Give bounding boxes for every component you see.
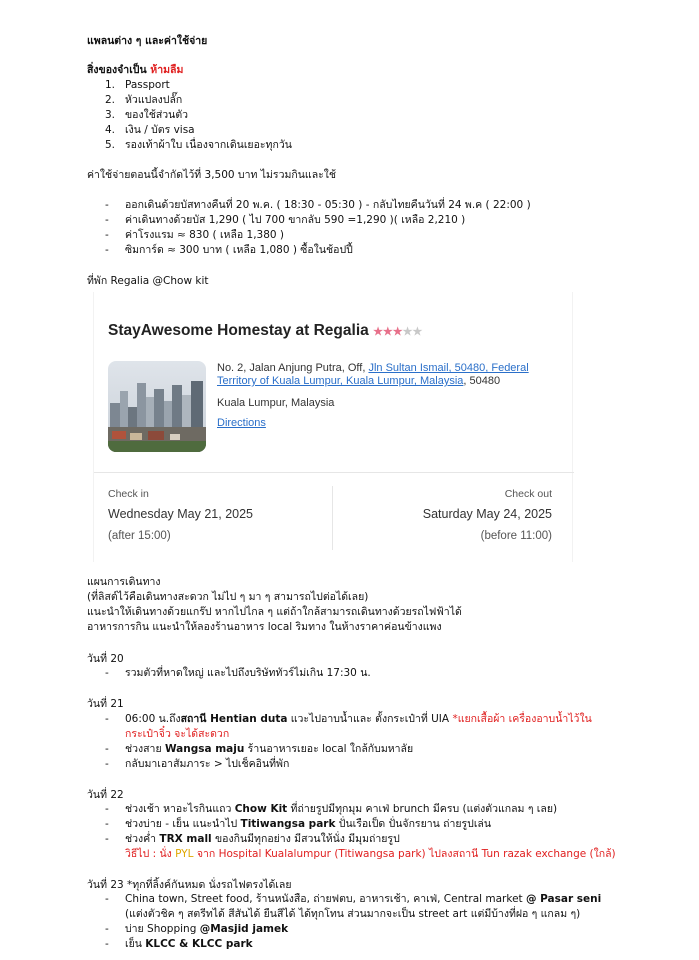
page-title: แพลนต่าง ๆ และค่าใช้จ่าย <box>87 35 208 47</box>
bullet-dash: - <box>105 743 109 755</box>
checkout-label: Check out <box>504 488 552 500</box>
divider-vertical <box>332 486 333 550</box>
text: ช่วงสาย <box>125 743 165 755</box>
hotel-name: StayAwesome Homestay at Regalia <box>108 322 369 339</box>
city-skyline-image <box>108 361 206 452</box>
plan-line: แนะนำให้เดินทางด้วยแกร๊ป หากไปไกล ๆ แต่ถ้าใกล้สามารถเดินทางด้วยรถไฟฟ้าได้ <box>87 606 462 618</box>
note-red: *แยกเสื้อผ้า เครื่องอาบน้ำไว้ใน <box>452 713 592 725</box>
day21-item-1 <box>125 712 592 726</box>
place-name: สถานี Hentian duta <box>180 713 288 725</box>
plan-line: (ที่ลิสต์ไว้คือเดินทางสะดวก ไม่ไป ๆ มา ๆ สามารถไปต่อได้เลย) <box>87 591 369 603</box>
address-text: No. 2, Jalan Anjung Putra, Off, <box>217 362 369 374</box>
day22-item-3 <box>125 832 400 846</box>
bullet-dash: - <box>105 893 109 905</box>
list-num: 4. <box>105 124 116 136</box>
note-red: กระเป๋าจิ๋ว จะได้สะดวก <box>125 728 230 740</box>
text: ที่ถ่ายรูปมีทุกมุม คาเฟ่ brunch มีครบ (แต่งตัวแกลม ๆ เลย) <box>287 803 558 815</box>
bullet-dash: - <box>105 938 109 950</box>
place-name: @ Pasar seni <box>525 893 602 905</box>
day21-item-2 <box>125 742 413 756</box>
star-filled-icon: ★★★ <box>373 326 403 338</box>
plan-heading: แผนการเดินทาง <box>87 576 161 588</box>
day20-heading: วันที่ 20 <box>87 653 124 665</box>
day23-item-3 <box>125 937 253 951</box>
place-name: Wangsa maju <box>164 743 245 755</box>
place-name: @Masjid jamek <box>199 923 289 935</box>
checkin-label: Check in <box>108 488 149 500</box>
day22-item-1 <box>125 802 557 816</box>
text: ช่วงค่ำ <box>125 833 160 845</box>
day23-item-1 <box>125 892 601 906</box>
text: ช่วงบ่าย - เย็น แนะนำไป <box>125 818 241 830</box>
list-num: 5. <box>105 139 116 151</box>
bullet-dash: - <box>105 667 109 679</box>
address-link[interactable]: Jln Sultan Ismail, 50480, Federal Territory of Kuala Lumpur, Kuala Lumpur, Malaysia <box>217 362 529 387</box>
day23-item-2 <box>125 922 288 936</box>
bullet-dash: - <box>105 199 109 211</box>
budget-item: ซิมการ์ด ≈ 300 บาท ( เหลือ 1,080 ) ซื้อในช้อปปี้ <box>125 244 353 256</box>
day21-item-3: กลับมาเอาสัมภาระ > ไปเช็คอินที่พัก <box>125 758 290 770</box>
hotel-card <box>93 292 573 562</box>
hotel-photo <box>108 361 206 452</box>
list-item-text: Passport <box>125 79 170 91</box>
list-num: 2. <box>105 94 116 106</box>
star-empty-icon: ★★ <box>402 326 423 338</box>
text: ของกินมีทุกอย่าง มีสวนให้นั่ง มีมุมถ่ายรูป <box>211 833 400 845</box>
stay-line: ที่พัก Regalia @Chow kit <box>87 275 209 287</box>
text: บ่าย Shopping <box>125 923 200 935</box>
day23-item-1-cont: (แต่งตัวชิค ๆ สตรีทได้ สีสันได้ ยืนสีได้ ได้ทุกโทน ส่วนมากจะเป็น street art แต่มีบ้างที่ฝอ ๆ แกลม ๆ) <box>125 908 581 920</box>
text: แวะไปอาบน้ำและ ตั้งกระเป๋าที่ UIA <box>287 713 453 725</box>
list-item <box>105 78 115 92</box>
list-item-text: หัวแปลงปลั๊ก <box>125 94 183 106</box>
hotel-address <box>217 362 547 388</box>
note-red: วิธีไป : นั่ง <box>125 848 176 860</box>
line-name: PYL <box>175 848 194 860</box>
bullet-dash: - <box>105 244 109 256</box>
list-item <box>105 123 115 137</box>
budget-item: ค่าโรงแรม ≈ 830 ( เหลือ 1,380 ) <box>125 229 285 241</box>
checkout-time: (before 11:00) <box>480 530 552 542</box>
hotel-title <box>108 322 422 340</box>
place-name: Titiwangsa park <box>240 818 336 830</box>
budget-intro: ค่าใช้จ่ายตอนนี้จำกัดไว้ที่ 3,500 บาท ไม่รวมกินและใช้ <box>87 169 337 181</box>
route-note <box>125 847 616 861</box>
text: China town, Street food, ร้านหนังสือ, ถ่ายฟตบ, อาหารเช้า, คาเฟ่, Central market <box>125 893 526 905</box>
text: ร้านอาหารเยอะ local ใกล้กับมหาลัย <box>244 743 414 755</box>
day20-item: รวมตัวที่หาดใหญ่ และไปถึงบริษัททัวร์ไม่เกิน 17:30 น. <box>125 667 371 679</box>
directions-link[interactable]: Directions <box>217 417 266 429</box>
bullet-dash: - <box>105 803 109 815</box>
day22-heading: วันที่ 22 <box>87 789 124 801</box>
checkin-date: Wednesday May 21, 2025 <box>108 507 254 521</box>
bullet-dash: - <box>105 713 109 725</box>
essentials-warning: ห้ามลืม <box>150 64 184 76</box>
checkin-time: (after 15:00) <box>108 530 171 542</box>
day21-heading: วันที่ 21 <box>87 698 124 710</box>
essentials-heading <box>87 63 183 77</box>
essentials-heading-text: สิ่งของจำเป็น <box>87 64 147 76</box>
bullet-dash: - <box>105 758 109 770</box>
text: วันที่ 23 <box>87 879 124 891</box>
hotel-city: Kuala Lumpur, Malaysia <box>217 397 335 409</box>
bullet-dash: - <box>105 229 109 241</box>
list-item <box>105 93 115 107</box>
text: เย็น <box>125 938 146 950</box>
place-name: KLCC & KLCC park <box>145 938 253 950</box>
day22-item-2 <box>125 817 491 831</box>
list-item-text: รองเท้าผ้าใบ เนื่องจากเดินเยอะทุกวัน <box>125 139 292 151</box>
note-red: จาก Hospital Kualalumpur (Titiwangsa park) ไปลงสถานี Tun razak exchange (ใกล้) <box>193 848 616 860</box>
bullet-dash: - <box>105 818 109 830</box>
star-rating <box>373 326 422 338</box>
text: ช่วงเช้า หาอะไรกินแถว <box>125 803 235 815</box>
list-item-text: เงิน / บัตร visa <box>125 124 195 136</box>
list-num: 3. <box>105 109 116 121</box>
budget-item: ออกเดินด้วยบัสทางคืนที่ 20 พ.ค. ( 18:30 - 05:30 ) - กลับไทยคืนวันที่ 24 พ.ค ( 22:00 ) <box>125 199 531 211</box>
bullet-dash: - <box>105 923 109 935</box>
place-name: TRX mall <box>159 833 212 845</box>
bullet-dash: - <box>105 214 109 226</box>
checkout-date: Saturday May 24, 2025 <box>422 507 552 521</box>
list-item-text: ของใช้ส่วนตัว <box>125 109 189 121</box>
day23-heading <box>87 878 292 892</box>
list-item <box>105 138 115 152</box>
address-postcode: , 50480 <box>463 375 501 387</box>
budget-item: ค่าเดินทางด้วยบัส 1,290 ( ไป 700 ขากลับ 590 =1,290 )( เหลือ 2,210 ) <box>125 214 466 226</box>
list-item <box>105 108 115 122</box>
plan-line: อาหารการกิน แนะนำให้ลองร้านอาหาร local ริมทาง ในห้างราคาค่อนข้างแพง <box>87 621 442 633</box>
text: ปั่นเรือเป็ด ปั่นจักรยาน ถ่ายรูปเล่น <box>335 818 492 830</box>
text: *ทุกที่ลิ้งค์กันหมด นั่งรถไฟตรงได้เลย <box>123 879 292 891</box>
place-name: Chow Kit <box>234 803 288 815</box>
bullet-dash: - <box>105 833 109 845</box>
list-num: 1. <box>105 79 116 91</box>
text: 06:00 น.ถึง <box>125 713 181 725</box>
divider <box>94 472 574 473</box>
